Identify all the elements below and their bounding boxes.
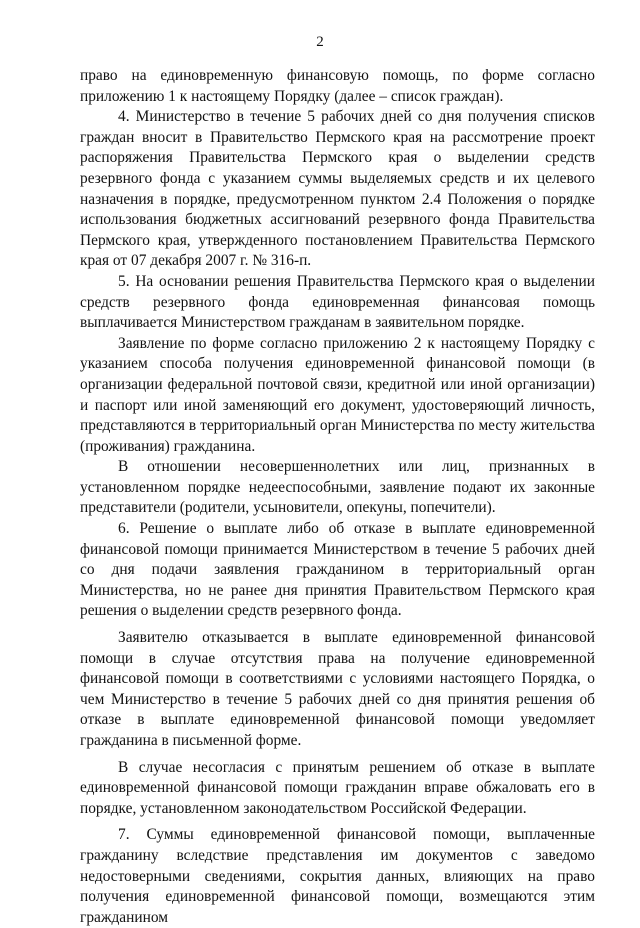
paragraph-item-7: 7. Суммы единовременной финансовой помощи, выплаченные гражданину вследствие представления им документов с заведомо недостоверными сведениями, сокрытия данных, влияющих на право получения единовременной финансовой помощи, возмещаются этим гражданином (80, 826, 595, 926)
page-number: 2 (316, 34, 324, 50)
paragraph-minors: В отношении несовершеннолетних или лиц, признанных в установленном порядке недееспособными, заявление подают их законные представители (родители, усыновители, опекуны, попечители). (80, 458, 595, 517)
paragraph-item-5: 5. На основании решения Правительства Пермского края о выделении средств резервного фонда единовременная финансовая помощь выплачивается Министерством гражданам в заявительном порядке. (80, 272, 595, 332)
paragraph-appeal: В случае несогласия с принятым решением об отказе в выплате единовременной финансовой помощи гражданин вправе обжаловать его в порядке, установленном законодательством Российской Федерации. (80, 758, 595, 817)
paragraph-application: Заявление по форме согласно приложению 2 к настоящему Порядку с указанием способа получения единовременной финансовой помощи (в организации федеральной почтовой связи, кредитной или иной организации) и паспорт или иной заменяющий его документ, удостоверяющий личность, представляются в территориальный орган Министерства по месту жительства (проживания) гражданина. (80, 334, 595, 455)
paragraph-refusal: Заявителю отказывается в выплате единовременной финансовой помощи в случае отсутствия права на получение единовременной финансовой помощи в соответствиями с условиями настоящего Порядка, о чем Министерство в течение 5 рабочих дней со дня принятия решения об отказе в выплате единовременной финансовой помощи уведомляет гражданина в письменной форме. (80, 629, 595, 749)
document-body (80, 66, 595, 928)
paragraph-continuation: право на единовременную финансовую помощь, по форме согласно приложению 1 к настоящему Порядку (далее – список граждан). (80, 67, 595, 105)
paragraph-item-4: 4. Министерство в течение 5 рабочих дней со дня получения списков граждан вносит в Правительство Пермского края на рассмотрение проект распоряжения Правительства Пермского края о выделении средств резервного фонда с указанием суммы выделяемых средств и их целевого назначения в порядке, предусмотренном пунктом 2.4 Положения о порядке использования бюджетных ассигнований резервного фонда Правительства Пермского края, утвержденного постановлением Правительства Пермского края от 07 декабря 2007 г. № 316-п. (80, 108, 595, 270)
paragraph-item-6: 6. Решение о выплате либо об отказе в выплате единовременной финансовой помощи принимается Министерством в течение 5 рабочих дней со дня подачи заявления гражданином в территориальный орган Министерства, но не ранее дня принятия Правительством Пермского края решения о выделении средств резервного фонда. (80, 520, 595, 620)
